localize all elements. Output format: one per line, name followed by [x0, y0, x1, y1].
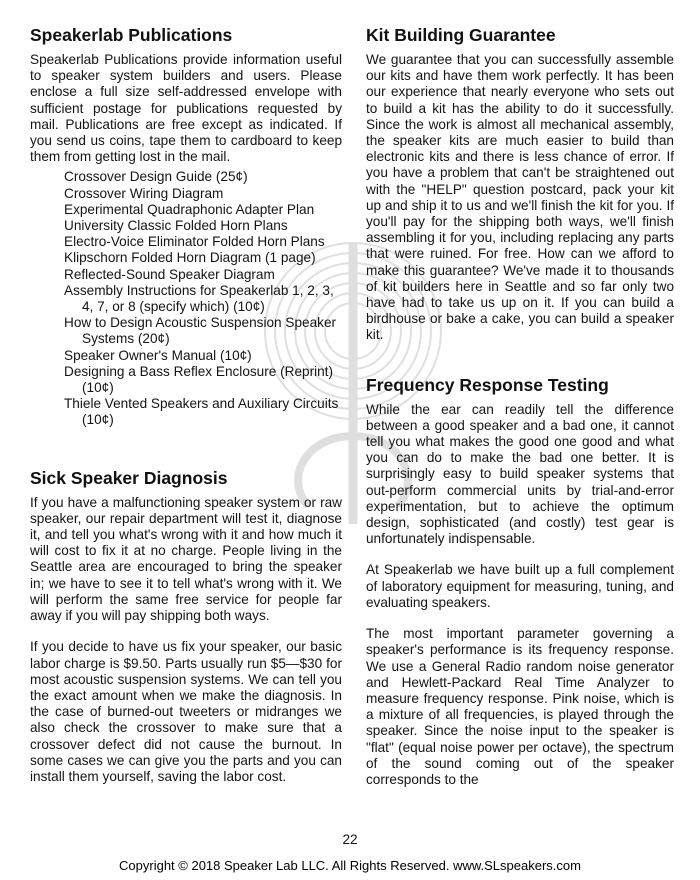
publication-item: Speaker Owner's Manual (10¢)	[64, 347, 252, 363]
page-number: 22	[342, 832, 358, 847]
publication-item: Klipschorn Folded Horn Diagram (1 page)	[64, 250, 316, 266]
publication-item: Crossover Wiring Diagram	[64, 185, 224, 201]
publication-item: How to Design Acoustic Suspension Speaker Systems (20¢)	[64, 315, 337, 347]
publication-item: Crossover Design Guide (25¢)	[64, 169, 248, 185]
frequency-paragraph-3: The most important parameter governing a speaker's performance is its frequency response. We use a General Radio random noise generator and Hewlett-Packard Real Time Analyzer to measure frequency response. Pink noise, which is a mixture of all frequencies, is played through the speaker. Since the noise input to the speaker is "flat" (equal noise power per octave), the spectrum of the sound coming out of the speaker corresponds to the	[366, 626, 674, 787]
publications-heading: Speakerlab Publications	[30, 25, 233, 45]
copyright-footer: Copyright © 2018 Speaker Lab LLC. All Rights Reserved. www.SLspeakers.com	[119, 858, 581, 873]
publication-item: Electro-Voice Eliminator Folded Horn Plans	[64, 234, 325, 250]
publications-list	[64, 169, 342, 428]
publication-item: Reflected-Sound Speaker Diagram	[64, 266, 275, 282]
publication-item: Designing a Bass Reflex Enclosure (Reprint) (10¢)	[64, 363, 333, 396]
publication-item: Thiele Vented Speakers and Auxiliary Circuits (10¢)	[64, 396, 339, 428]
publications-intro: Speakerlab Publications provide information useful to speaker system builders and users. Please enclose a full size self-addressed envelope with sufficient postage for publications requested by mail. Publications are free except as indicated. If you send us coins, tape them to cardboard to keep them from getting lost in the mail.	[30, 52, 342, 165]
left-column	[30, 24, 342, 785]
publication-item: Experimental Quadraphonic Adapter Plan	[64, 201, 315, 217]
sick-speaker-paragraph-1: If you have a malfunctioning speaker system or raw speaker, our repair department will test it, diagnose it, and tell you what's wrong with it and how much it will cost to fix it at no charge. People living in the Seattle area are encouraged to bring the speaker in; we have to see it to tell what's wrong with it. We will perform the same free service for people far away if you will pay shipping both ways.	[30, 494, 342, 624]
right-column	[366, 24, 674, 788]
kit-guarantee-paragraph: We guarantee that you can successfully assemble our kits and have them work perfectly. It has been our experience that nearly everyone who sets out to build a kit has the ability to do it successfully. Since the work is almost all mechanical assembly, the speaker kits are much easier to build than electronic kits and there is less chance of error. If you have a problem that can't be straightened out with the "HELP" question postcard, pack your kit up and ship it to us and we'll finish the kit for you. If you'll pay for the shipping both ways, we'll finish assembling it for you, including replacing any parts that were ruined. For free. How can we afford to make this guarantee? We've made it to thousands of kit builders here in Seattle and so far only two have had to take us up on it. If you can build a birdhouse or bake a cake, you can build a speaker kit.	[366, 52, 674, 343]
kit-guarantee-heading: Kit Building Guarantee	[366, 25, 556, 45]
frequency-response-heading: Frequency Response Testing	[366, 374, 609, 395]
sick-speaker-heading: Sick Speaker Diagnosis	[30, 467, 228, 488]
frequency-paragraph-2: At Speakerlab we have built up a full complement of laboratory equipment for measuring, tuning, and evaluating speakers.	[366, 562, 674, 610]
publication-item: Assembly Instructions for Speakerlab 1, 2, 3, 4, 7, or 8 (specify which) (10¢)	[64, 282, 334, 315]
sick-speaker-paragraph-2: If you decide to have us fix your speaker, our basic labor charge is $9.50. Parts usually run $5—$30 for most acoustic suspension systems. We can tell you the exact amount when we make the diagnosis. In the case of burned-out tweeters or midranges we also check the crossover to make sure that a crossover defect did not cause the burnout. In some cases we can give you the parts and you can install them yourself, saving the labor cost.	[30, 639, 342, 784]
publication-item: University Classic Folded Horn Plans	[64, 218, 288, 234]
frequency-paragraph-1: While the ear can readily tell the difference between a good speaker and a bad one, it cannot tell you what makes the good one good and what you can do to make the bad one better. It is surprisingly easy to build speaker systems that out-perform commercial units by trial-and-error experimentation, but to achieve the optimum design, sophisticated (and costly) test gear is unfortunately indispensable.	[366, 401, 674, 547]
